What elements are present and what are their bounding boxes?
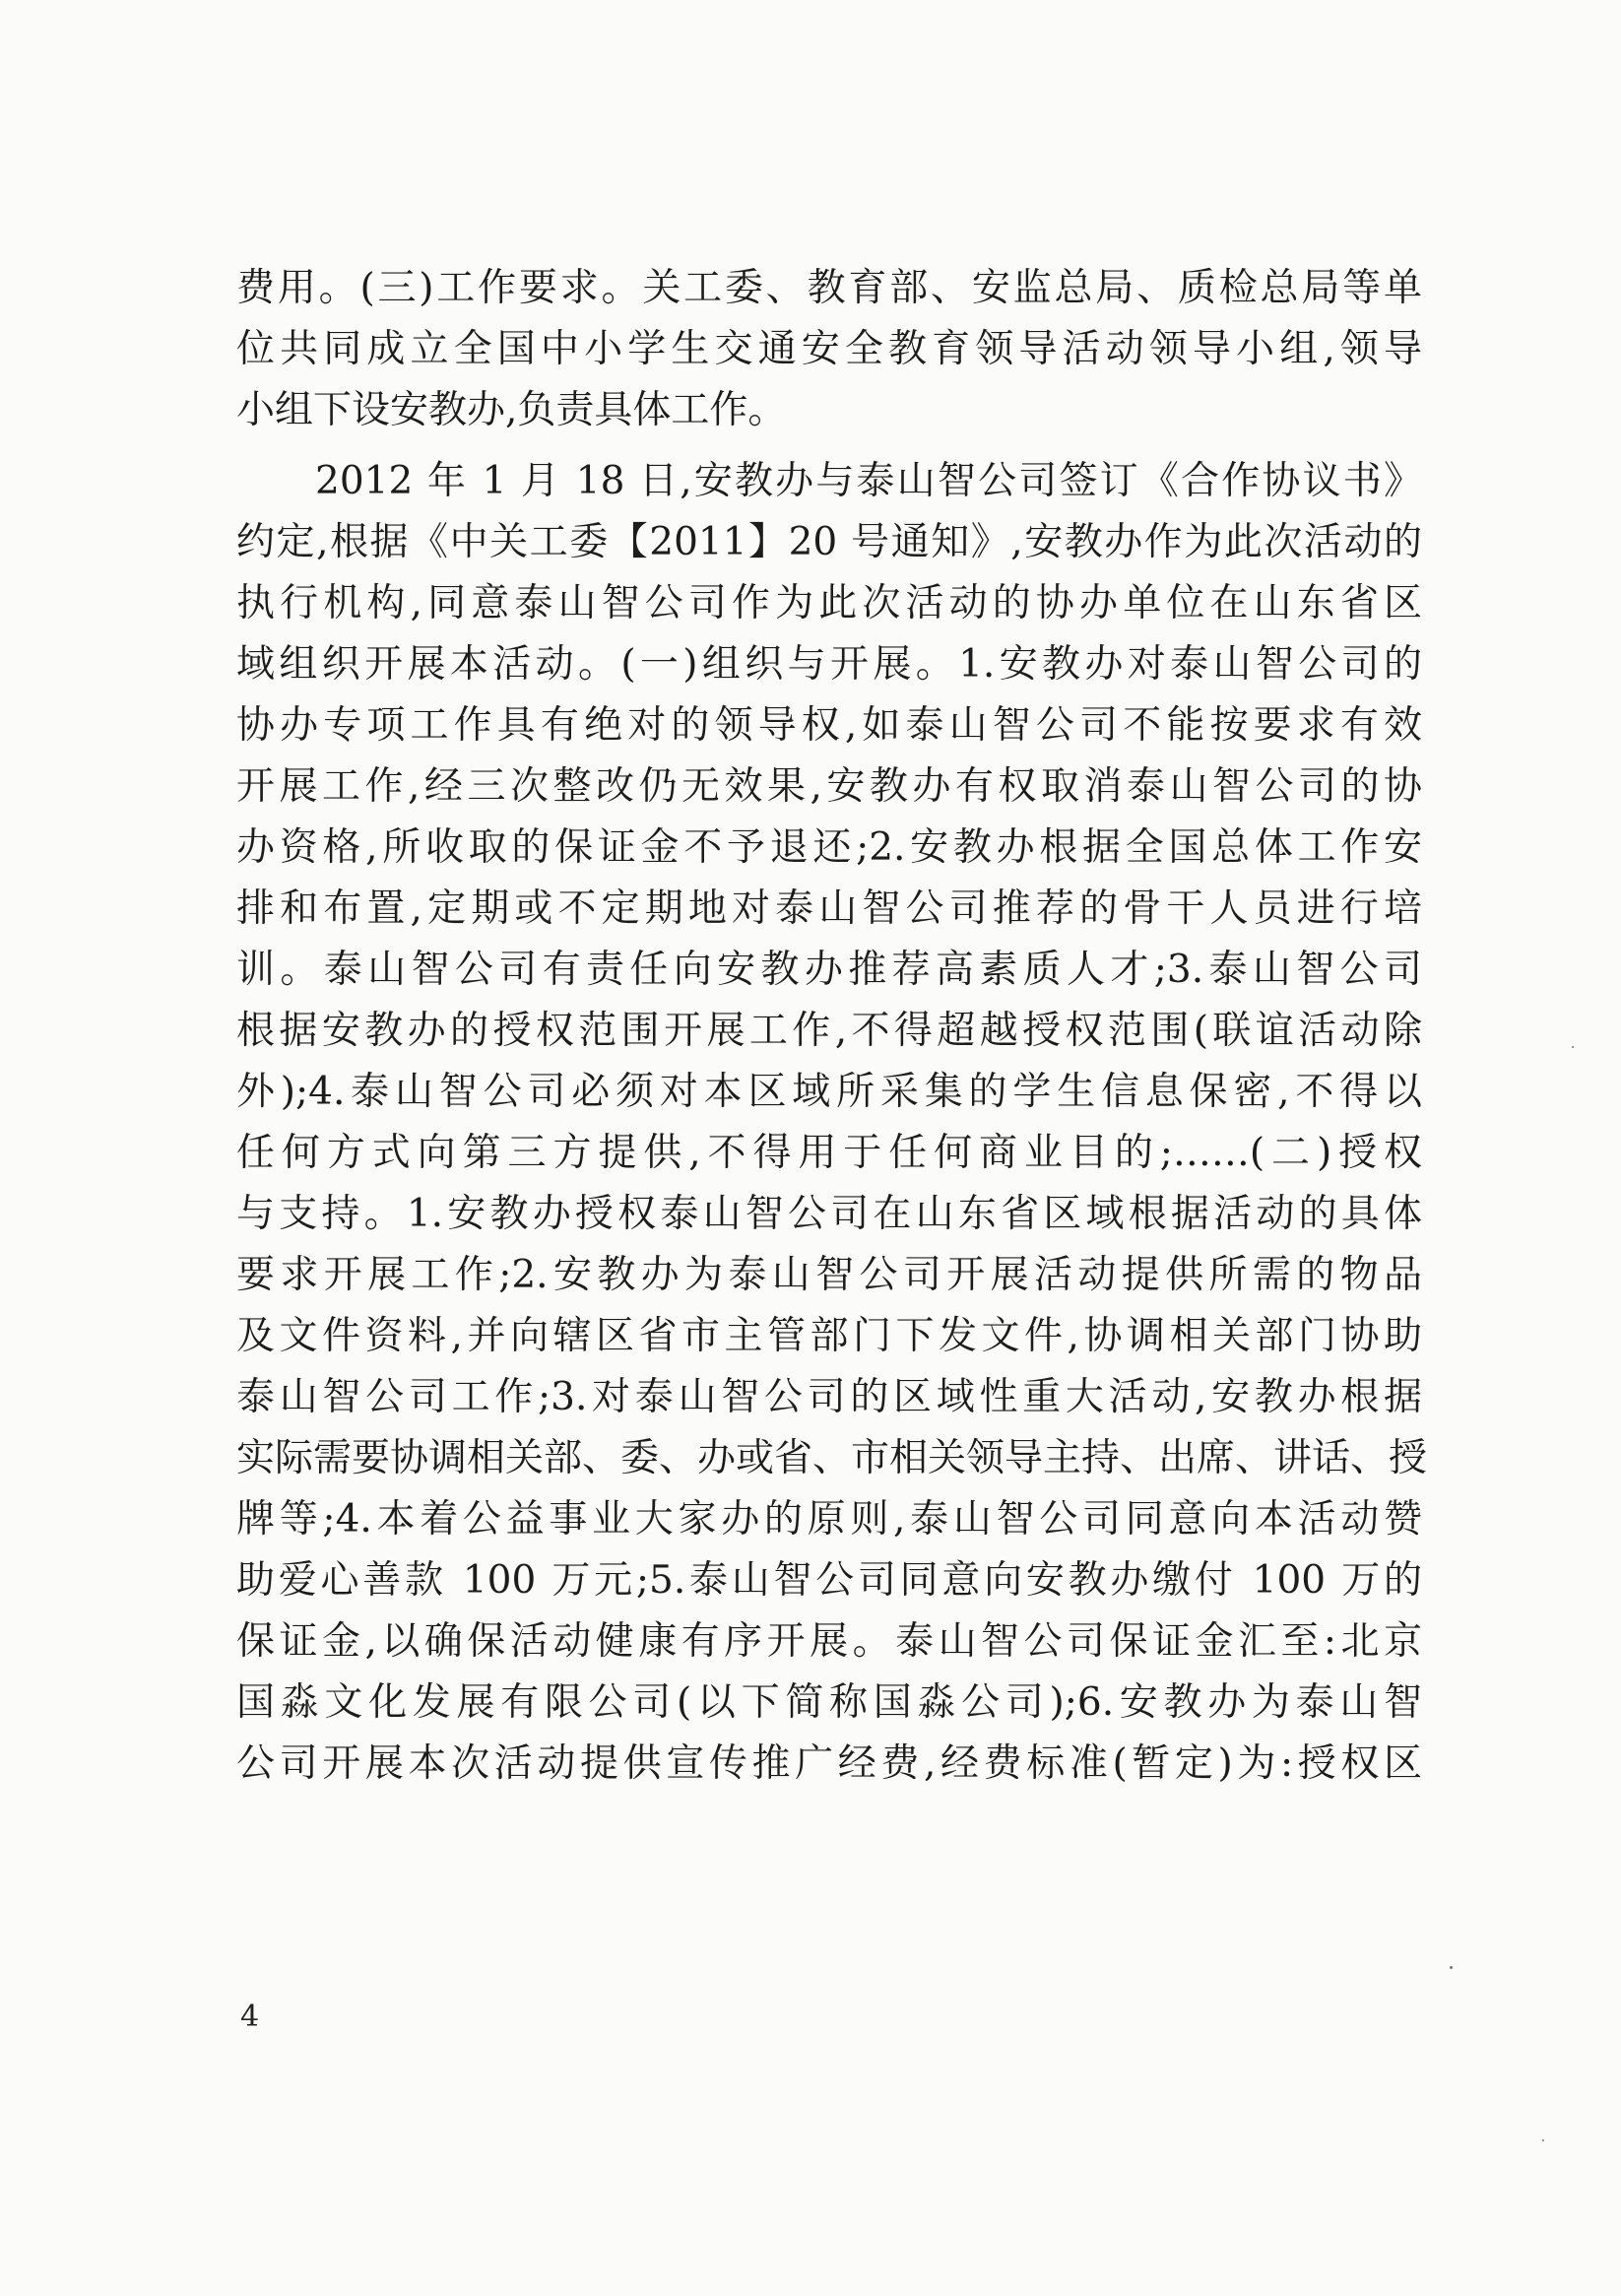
text-line: 小组下设安教办,负责具体工作。 bbox=[236, 388, 787, 432]
text-line: 2012 年 1 月 18 日,安教办与泰山智公司签订《合作协议书》 bbox=[315, 459, 1422, 503]
text-line: 任何方式向第三方提供,不得用于任何商业目的;……(二)授权 bbox=[236, 1131, 1422, 1175]
text-line: 牌等;4.本着公益事业大家办的原则,泰山智公司同意向本活动赞 bbox=[236, 1497, 1422, 1542]
text-line: 国淼文化发展有限公司(以下简称国淼公司);6.安教办为泰山智 bbox=[236, 1680, 1422, 1725]
text-line: 执行机构,同意泰山智公司作为此次活动的协办单位在山东省区 bbox=[236, 581, 1422, 625]
paragraph bbox=[236, 451, 1428, 1795]
scan-speck bbox=[1542, 2139, 1544, 2141]
text-line: 协办专项工作具有绝对的领导权,如泰山智公司不能按要求有效 bbox=[236, 703, 1422, 748]
text-line: 公司开展本次活动提供宣传推广经费,经费标准(暂定)为:授权区 bbox=[236, 1741, 1422, 1786]
page-number: 4 bbox=[240, 2000, 260, 2034]
text-line: 及文件资料,并向辖区省市主管部门下发文件,协调相关部门协助 bbox=[236, 1314, 1422, 1358]
text-line: 开展工作,经三次整改仍无效果,安教办有权取消泰山智公司的协 bbox=[236, 764, 1422, 809]
text-line: 排和布置,定期或不定期地对泰山智公司推荐的骨干人员进行培 bbox=[236, 886, 1422, 931]
text-line: 域组织开展本活动。(一)组织与开展。1.安教办对泰山智公司的 bbox=[236, 642, 1422, 687]
text-line: 实际需要协调相关部、委、办或省、市相关领导主持、出席、讲话、授 bbox=[236, 1436, 1428, 1480]
body-text bbox=[236, 258, 1428, 1795]
text-line: 约定,根据《中关工委【2011】20 号通知》,安教办作为此次活动的 bbox=[236, 520, 1422, 564]
scan-speck bbox=[1572, 1046, 1574, 1048]
paragraph-gap bbox=[236, 441, 1422, 451]
scan-speck bbox=[1450, 1966, 1453, 1969]
text-line: 泰山智公司工作;3.对泰山智公司的区域性重大活动,安教办根据 bbox=[236, 1375, 1422, 1419]
text-line: 位共同成立全国中小学生交通安全教育领导活动领导小组,领导 bbox=[236, 327, 1422, 371]
text-line: 根据安教办的授权范围开展工作,不得超越授权范围(联谊活动除 bbox=[236, 1009, 1422, 1053]
text-line: 保证金,以确保活动健康有序开展。泰山智公司保证金汇至:北京 bbox=[236, 1619, 1422, 1664]
text-line: 办资格,所收取的保证金不予退还;2.安教办根据全国总体工作安 bbox=[236, 825, 1422, 870]
paragraph bbox=[236, 258, 1422, 441]
text-line: 助爱心善款 100 万元;5.泰山智公司同意向安教办缴付 100 万的 bbox=[236, 1558, 1422, 1603]
text-line: 与支持。1.安教办授权泰山智公司在山东省区域根据活动的具体 bbox=[236, 1192, 1422, 1236]
text-line: 训。泰山智公司有责任向安教办推荐高素质人才;3.泰山智公司 bbox=[236, 948, 1422, 992]
text-line: 要求开展工作;2.安教办为泰山智公司开展活动提供所需的物品 bbox=[236, 1253, 1422, 1297]
text-line: 外);4.泰山智公司必须对本区域所采集的学生信息保密,不得以 bbox=[236, 1070, 1422, 1114]
text-line: 费用。(三)工作要求。关工委、教育部、安监总局、质检总局等单 bbox=[236, 266, 1422, 310]
